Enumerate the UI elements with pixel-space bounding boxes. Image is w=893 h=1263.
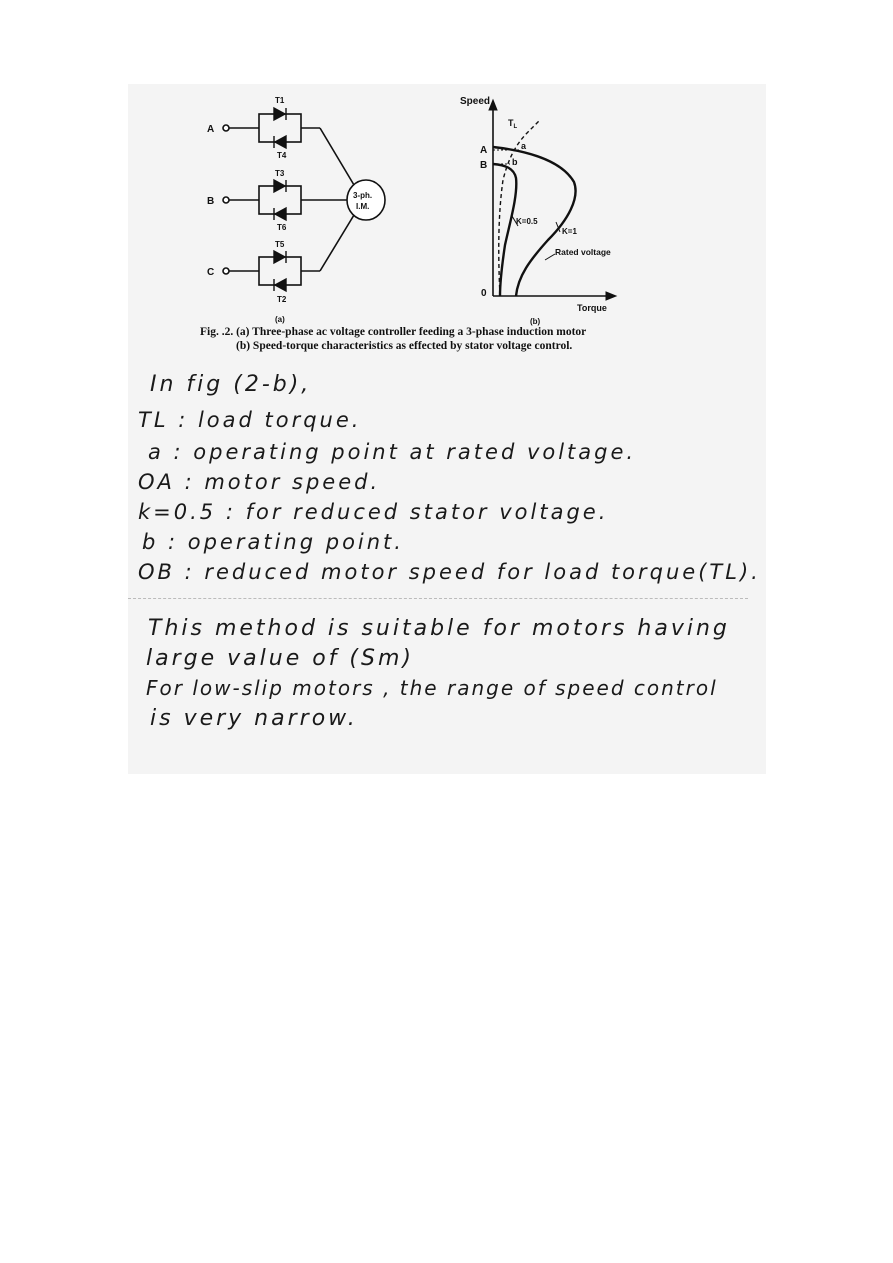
note-item: a : operating point at rated voltage.	[148, 440, 637, 464]
speed-torque-plot	[489, 100, 616, 300]
phase-b-label: B	[207, 196, 215, 207]
caption-line-2: (b) Speed-torque characteristics as effected by stator voltage control.	[236, 340, 573, 352]
section-divider	[128, 598, 748, 599]
figure-caption	[200, 325, 640, 353]
circuit-sub-label: (a)	[275, 315, 285, 324]
motor-label-line1: 3-ph.	[353, 191, 373, 200]
rated-voltage-label: Rated voltage	[555, 247, 611, 257]
note-item: b : operating point.	[142, 530, 404, 554]
load-torque-label: $T_L$	[508, 118, 518, 130]
paragraph-line: For low-slip motors , the range of speed control	[146, 676, 718, 700]
curve-k05-label: K=0.5	[516, 217, 538, 226]
curve-k1-label: K=1	[562, 227, 577, 236]
caption-line-1: Fig. .2. (a) Three-phase ac voltage controller feeding a 3-phase induction motor	[200, 326, 587, 338]
motor-label-line2: I.M.	[356, 202, 370, 211]
phase-c-label: C	[207, 267, 215, 278]
note-item: OA : motor speed.	[138, 470, 381, 494]
y-axis-label: Speed	[460, 96, 491, 107]
thyristor-t5-label: T5	[275, 240, 285, 249]
note-item: TL : load torque.	[138, 408, 362, 432]
origin-label: 0	[481, 288, 487, 299]
phase-a-label: A	[207, 124, 215, 135]
paragraph-line: is very narrow.	[150, 706, 358, 731]
figure	[0, 0, 893, 380]
point-b-label: b	[512, 157, 518, 167]
note-item: OB : reduced motor speed for load torque(TL).	[138, 560, 761, 584]
x-axis-label: Torque	[577, 303, 607, 313]
plot-sub-label: (b)	[530, 317, 541, 326]
point-a-label: a	[521, 141, 527, 151]
notes-heading: In fig (2-b),	[150, 372, 312, 397]
point-a-upper-label: A	[480, 145, 488, 156]
thyristor-t4-label: T4	[277, 151, 287, 160]
thyristor-t6-label: T6	[277, 223, 287, 232]
thyristor-t1-label: T1	[275, 96, 285, 105]
note-item: k=0.5 : for reduced stator voltage.	[138, 500, 609, 524]
thyristor-t3-label: T3	[275, 169, 285, 178]
thyristor-t2-label: T2	[277, 295, 287, 304]
paragraph-line: large value of (Sm)	[146, 646, 414, 671]
thyristor-symbols	[274, 108, 286, 291]
point-b-upper-label: B	[480, 160, 488, 171]
paragraph-line: This method is suitable for motors having	[148, 616, 730, 641]
